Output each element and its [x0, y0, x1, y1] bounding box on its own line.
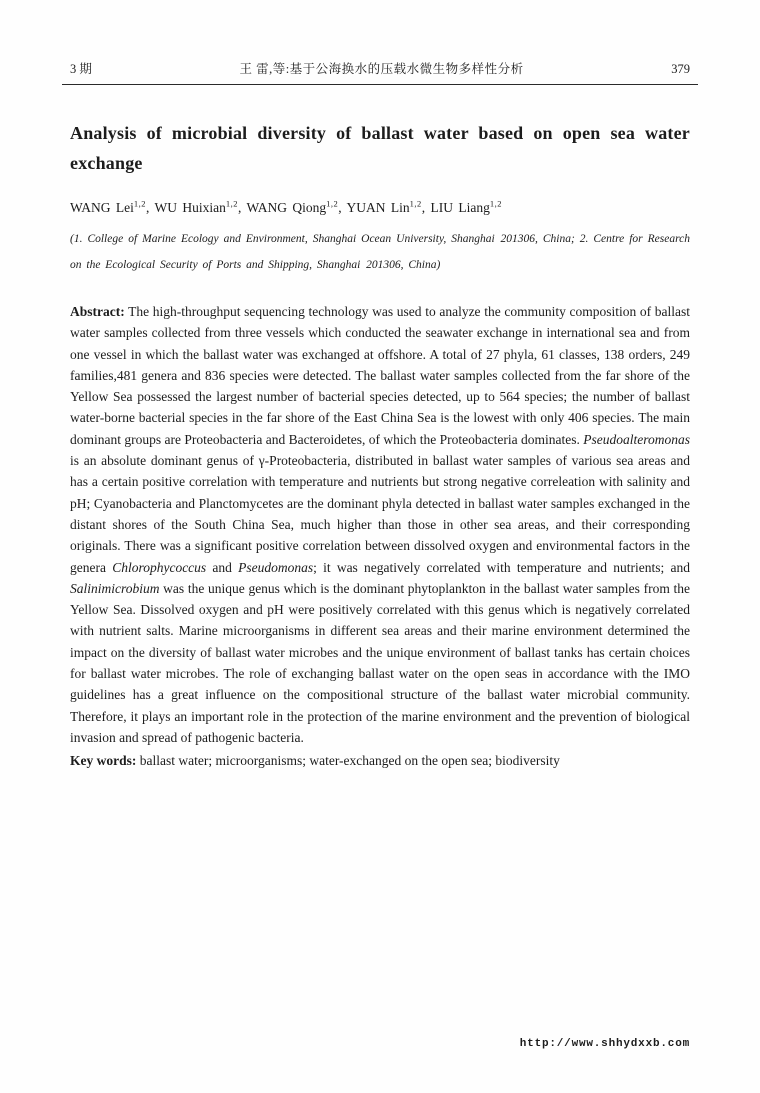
running-head [0, 0, 760, 77]
author: LIU Liang$^{1,2}$ [430, 198, 502, 215]
author: WU Huixian$^{1,2}$ [154, 198, 238, 215]
header-running-title: 王 雷,等:基于公海换水的压载水微生物多样性分析 [239, 62, 524, 76]
abstract-paragraph [70, 301, 690, 748]
article-body [0, 119, 760, 772]
header-rule [62, 84, 698, 85]
header-page-number: 379 [671, 62, 690, 76]
abstract-text: The high-throughput sequencing technology was used to analyze the community composition of ballast water samples collected from three vessels which conducted the seawater exchange in international sea and from one vessel in which the ballast water was exchanged at offshore. A total of 27 phyla, 61 classes, 138 orders, 249 families,481 genera and 836 species were detected. The ballast water samples collected from the far shore of the Yellow Sea possessed the largest number of bacterial species detected, up to 564 species; the number of ballast water-borne bacterial species in the far shore of the East China Sea is the lowest with only 406 species. The main dominant groups are Proteobacteria and Bacteroidetes, of which the Proteobacteria dominates. Pseudoalteromonas is an absolute dominant genus of γ-Proteobacteria, distributed in ballast water samples of various sea areas and has a certain positive correlation with temperature and nutrients but strong negative correleation with salinity and pH; Cyanobacteria and Planctomycetes are the dominant phyla detected in ballast water samples exchanged in the distant shores of the South China Sea, much higher than those in other sea areas, and their corresponding originals. There was a significant positive correlation between dissolved oxygen and environmental factors in the genera Chlorophycoccus and Pseudomonas; it was negatively correlated with temperature and nutrients; and Salinimicrobium was the unique genus which is the dominant phytoplankton in the ballast water samples from the Yellow Sea. Dissolved oxygen and pH were positively correlated with this genus which is negatively correlated with nutrient salts. Marine microorganisms in different sea areas and their marine environment determined the impact on the diversity of ballast water microbes and the unique environment of ballast tanks has certain choices for ballast water microbes. The role of exchanging ballast water on the open seas in accordance with the IMO guidelines has a great influence on the compositional structure of the ballast water microbial community. Therefore, it plays an important role in the protection of the marine environment and the prevention of biological invasion and spread of pathogenic bacteria. [70, 304, 690, 745]
keywords-line [70, 750, 690, 771]
journal-url: http://www.shhydxxb.com [519, 1038, 690, 1050]
article-title: Analysis of microbial diversity of ballast water based on open sea water exchange [70, 123, 690, 173]
keywords-text: ballast water; microorganisms; water-exchanged on the open sea; biodiversity [136, 753, 560, 769]
keywords-label: Key words: [70, 753, 137, 769]
author: WANG Lei$^{1,2}$ [70, 198, 146, 215]
author-line: WANG Lei$^{1,2}$, WU Huixian$^{1,2}$, WANG Qiong$^{1,2}$, YUAN Lin$^{1,2}$, LIU Liang$^{1,2}$ [70, 198, 502, 215]
page-footer [520, 1038, 690, 1050]
affiliation: (1. College of Marine Ecology and Environment, Shanghai Ocean University, Shanghai 201306, China; 2. Centre for Research on the Ecological Security of Ports and Shipping, Shanghai 201306, China) [70, 233, 690, 271]
header-issue: 3 期 [70, 62, 92, 76]
author: WANG Qiong$^{1,2}$ [246, 198, 339, 215]
abstract-label: Abstract: [70, 304, 125, 319]
author: YUAN Lin$^{1,2}$ [346, 198, 422, 215]
